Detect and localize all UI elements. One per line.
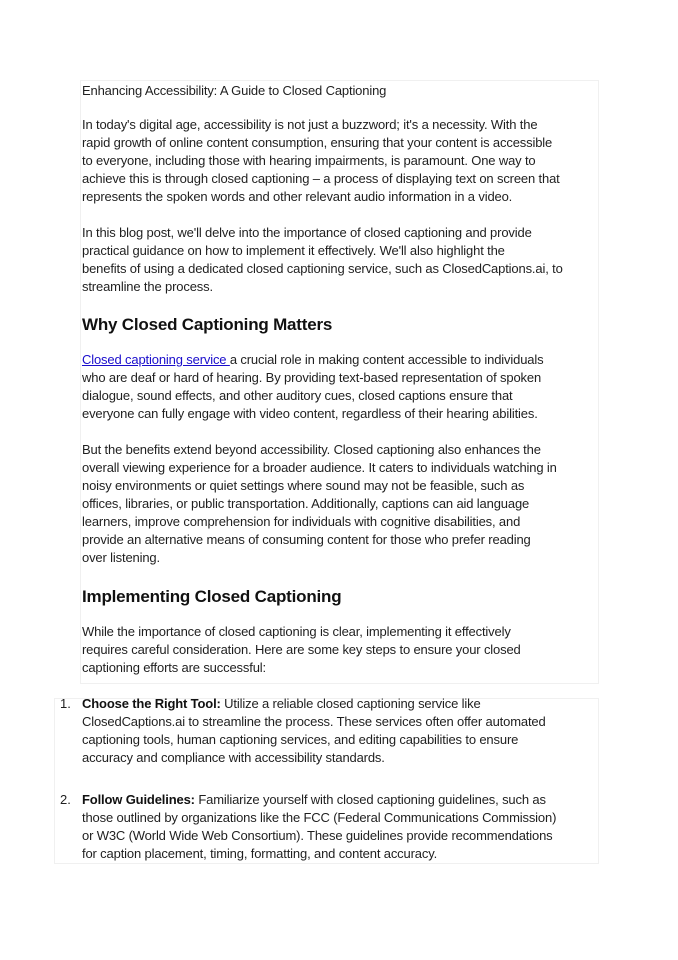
text-line: dialogue, sound effects, and other auditory cues, closed captions ensure that: [82, 388, 513, 403]
list-item-title: Choose the Right Tool:: [82, 696, 221, 711]
text-line: While the importance of closed captioning is clear, implementing it effectively: [82, 624, 511, 639]
list-item-lines: [82, 713, 546, 767]
text-line: rapid growth of online content consumption, ensuring that your content is accessible: [82, 135, 553, 150]
paragraph-text: a crucial role in making content accessible to individuals: [229, 352, 544, 367]
text-line: who are deaf or hard of hearing. By providing text-based representation of spoken: [82, 370, 542, 385]
text-line: everyone can fully engage with video content, regardless of their hearing abilities.: [82, 406, 538, 421]
text-line: captioning tools, human captioning services, and editing capabilities to ensure: [82, 732, 519, 747]
text-line: offices, libraries, or public transportation. Additionally, captions can aid language: [82, 496, 530, 511]
list-item-title: Follow Guidelines:: [82, 792, 195, 807]
intro-paragraph-2: [82, 224, 563, 296]
text-line: In this blog post, we'll delve into the importance of closed captioning and provide: [82, 225, 532, 240]
text-line: requires careful consideration. Here are some key steps to ensure your closed: [82, 642, 521, 657]
text-line: benefits of using a dedicated closed captioning service, such as ClosedCaptions.ai, to: [82, 261, 563, 276]
text-line: learners, improve comprehension for individuals with cognitive disabilities, and: [82, 514, 521, 529]
list-item-text: Utilize a reliable closed captioning service like: [220, 696, 481, 711]
list-number: 1.: [60, 696, 71, 711]
section-heading-why: Why Closed Captioning Matters: [82, 315, 333, 334]
text-line: overall viewing experience for a broader audience. It caters to individuals watching in: [82, 460, 557, 475]
text-line: or W3C (World Wide Web Consortium). These guidelines provide recommendations: [82, 828, 553, 843]
text-line: In today's digital age, accessibility is not just a buzzword; it's a necessity. With the: [82, 117, 538, 132]
text-line: provide an alternative means of consuming content for those who prefer reading: [82, 532, 531, 547]
text-line: achieve this is through closed captioning – a process of displaying text on screen that: [82, 171, 560, 186]
text-line: But the benefits extend beyond accessibility. Closed captioning also enhances the: [82, 442, 541, 457]
text-line: those outlined by organizations like the FCC (Federal Communications Commission): [82, 810, 557, 825]
text-line: accuracy and compliance with accessibility standards.: [82, 750, 385, 765]
text-line: to everyone, including those with hearing impairments, is paramount. One way to: [82, 153, 536, 168]
text-line: captioning efforts are successful:: [82, 660, 266, 675]
section-heading-implementing: Implementing Closed Captioning: [82, 587, 342, 606]
section1-paragraph-1: [82, 351, 543, 423]
text-line: noisy environments or quiet settings where sound may not be feasible, such as: [82, 478, 525, 493]
section2-paragraph-1: [82, 623, 521, 677]
text-line: represents the spoken words and other relevant audio information in a video.: [82, 189, 513, 204]
text-line: streamline the process.: [82, 279, 213, 294]
text-line: for caption placement, timing, formatting, and content accuracy.: [82, 846, 438, 861]
paragraph-lines: [82, 369, 543, 423]
text-line: practical guidance on how to implement it effectively. We'll also highlight the: [82, 243, 505, 258]
document-title: Enhancing Accessibility: A Guide to Closed Captioning: [82, 83, 387, 98]
list-item-lines: [82, 809, 556, 863]
text-line: ClosedCaptions.ai to streamline the process. These services often offer automated: [82, 714, 546, 729]
list-number: 2.: [60, 792, 71, 807]
section1-paragraph-2: [82, 441, 557, 567]
closed-captioning-service-link[interactable]: Closed captioning service: [82, 352, 230, 367]
text-line: over listening.: [82, 550, 160, 565]
intro-paragraph-1: [82, 116, 560, 206]
list-item-text: Familiarize yourself with closed captioning guidelines, such as: [194, 792, 546, 807]
